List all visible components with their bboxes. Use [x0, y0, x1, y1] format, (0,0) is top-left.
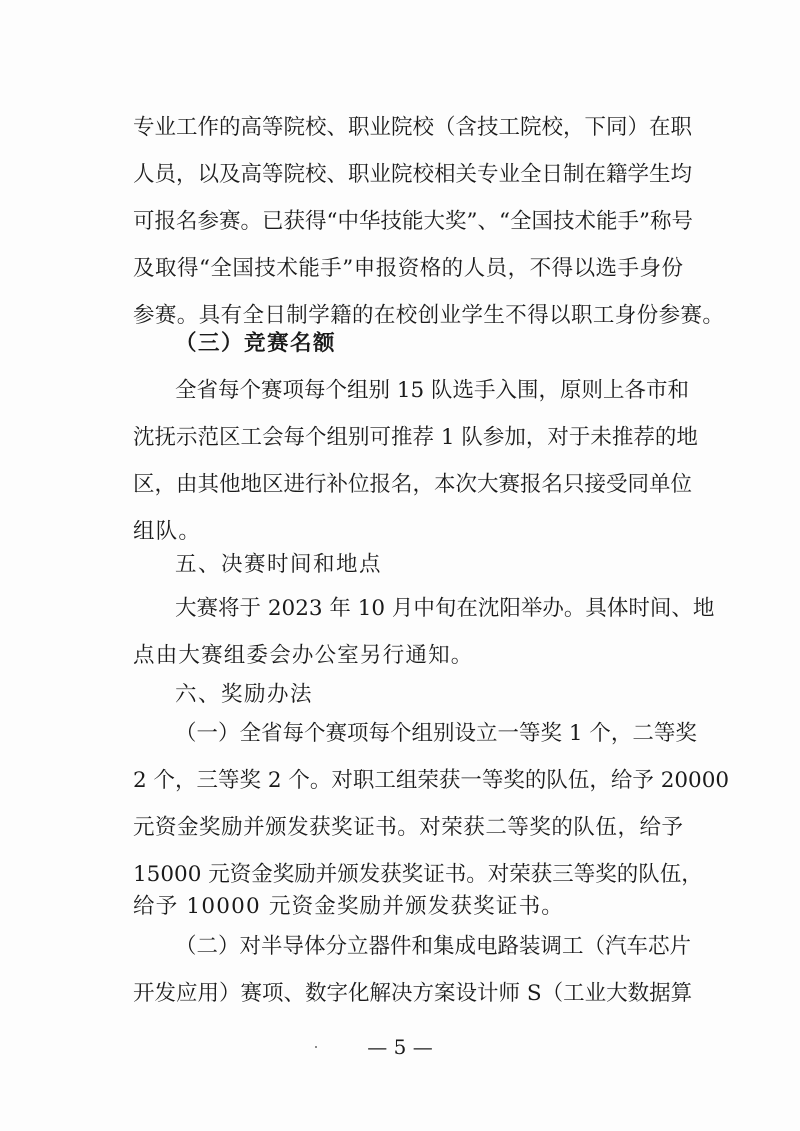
paragraph-line: 沈抚示范区工会每个组别可推荐 1 队参加，对于未推荐的地	[133, 425, 698, 450]
paragraph-line: 参赛。具有全日制学籍的在校创业学生不得以职工身份参赛。	[133, 303, 725, 328]
paragraph-line: 区，由其他地区进行补位报名，本次大赛报名只接受同单位	[133, 472, 693, 497]
paragraph-line: 15000 元资金奖励并颁发获奖证书。对荣获三等奖的队伍，	[133, 862, 703, 887]
paragraph-line: 组队。	[133, 519, 202, 544]
section-heading-quota: （三）竞赛名额	[175, 331, 337, 356]
paragraph-line: 可报名参赛。已获得“中华技能大奖”、“全国技术能手”称号	[133, 209, 693, 234]
paragraph-line: 专业工作的高等院校、职业院校（含技工院校，下同）在职	[133, 115, 693, 140]
section-heading-time-location: 五、决赛时间和地点	[175, 552, 383, 577]
paragraph-line: （二）对半导体分立器件和集成电路装调工（汽车芯片	[175, 934, 692, 959]
paragraph-line: 2 个，三等奖 2 个。对职工组荣获一等奖的队伍，给予 20000	[133, 768, 730, 793]
paragraph-line: 元资金奖励并颁发获奖证书。对荣获二等奖的队伍，给予	[133, 815, 683, 840]
paragraph-line: 点由大赛组委会办公室另行通知。	[133, 643, 474, 668]
paragraph-line: （一）全省每个赛项每个组别设立一等奖 1 个，二等奖	[175, 721, 697, 746]
page-number: — 5 —	[367, 1035, 433, 1059]
paragraph-line: 开发应用）赛项、数字化解决方案设计师 S（工业大数据算	[133, 981, 693, 1006]
section-heading-awards: 六、奖励办法	[175, 682, 314, 707]
paragraph-line: 大赛将于 2023 年 10 月中旬在沈阳举办。具体时间、地	[175, 596, 715, 621]
paragraph-line: 人员，以及高等院校、职业院校相关专业全日制在籍学生均	[133, 162, 693, 187]
paragraph-line: 给予 10000 元资金奖励并颁发获奖证书。	[133, 894, 564, 919]
paragraph-line: 及取得“全国技术能手”申报资格的人员，不得以选手身份	[133, 256, 683, 281]
paragraph-line: 全省每个赛项每个组别 15 队选手入围，原则上各市和	[175, 378, 690, 403]
